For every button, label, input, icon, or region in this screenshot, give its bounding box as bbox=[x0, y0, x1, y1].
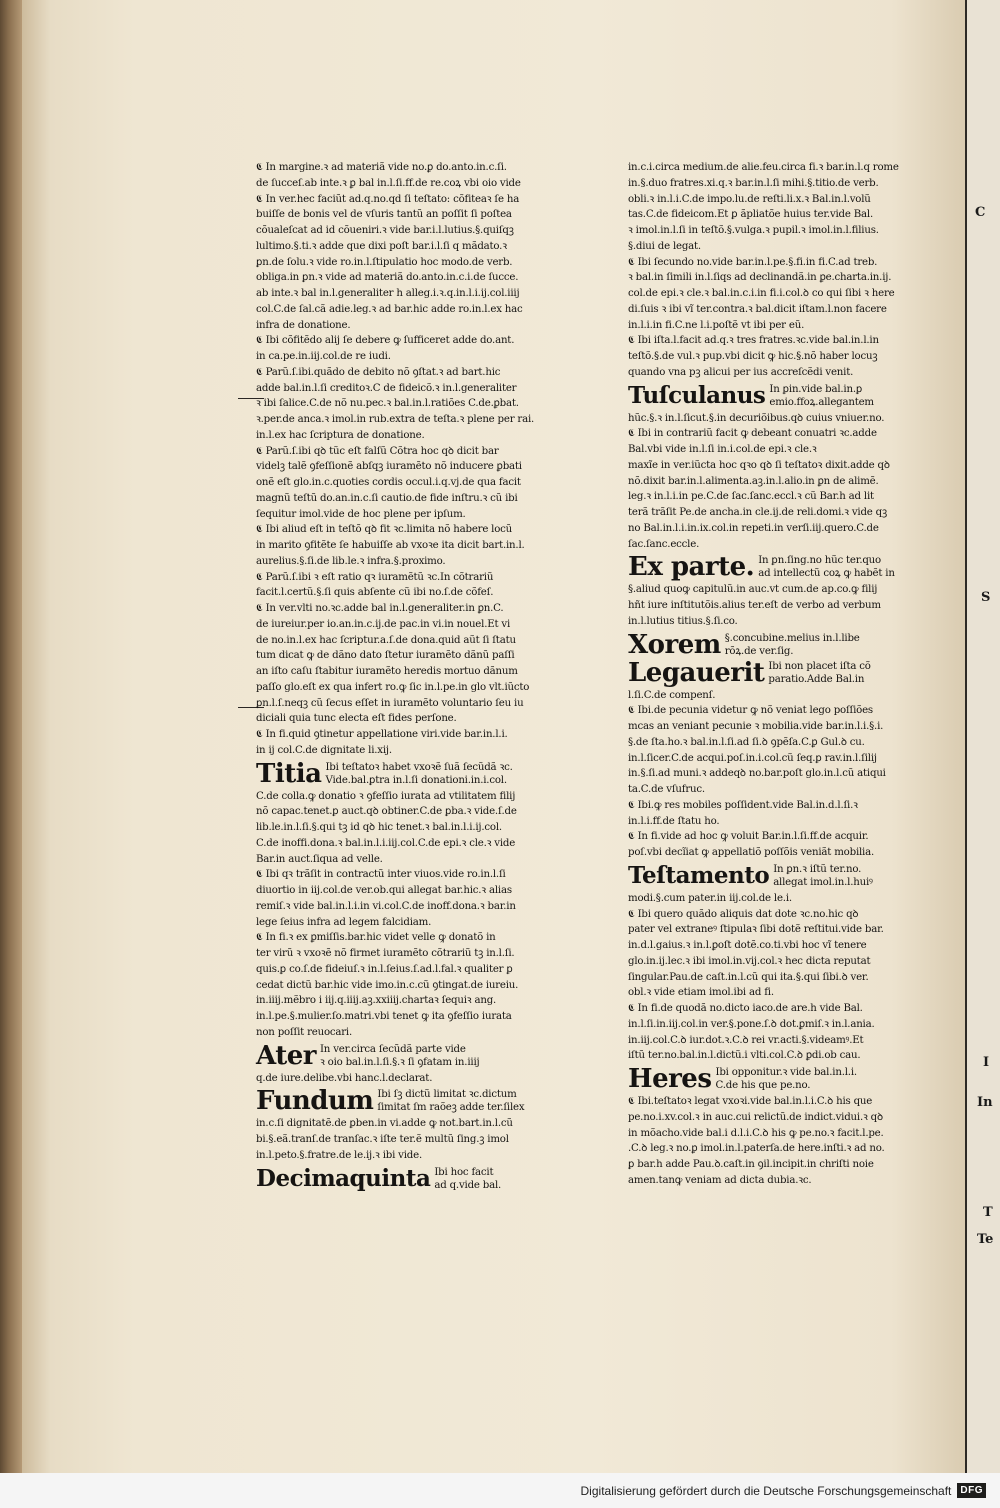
book-gutter-left bbox=[0, 0, 22, 1473]
rubric-word: Tuſculanus bbox=[628, 381, 766, 409]
text-line: nõ.dixit bar.in.l.alimenta.aꝫ.in.l.alio.in ꝑn de alimẽ. bbox=[628, 475, 879, 487]
text-line: lege ſeius infra ad legem falcidiam. bbox=[256, 916, 432, 928]
text-line: pe.no.i.xv.col.ꝛ in auc.cui relictũ.de indict.vidui.ꝛ qꝺ bbox=[628, 1111, 883, 1123]
text-line: teſtõ.§.de vul.ꝛ pup.vbi dicit ꝙ hic.§.nõ haber locuꝫ bbox=[628, 351, 878, 362]
rubric-heading bbox=[628, 1066, 950, 1092]
text-line: magnũ teſtũ do.an.in.c.ſi cautio.de fide inſtru.ꝛ cũ ibi bbox=[256, 492, 518, 504]
text-line: in.l.i.ff.de ſtatu ho. bbox=[628, 815, 720, 827]
text-line: in.c.i.circa medium.de alie.feu.circa fi.ꝛ bar.in.l.q rome bbox=[628, 162, 899, 173]
rubric-word: Fundum bbox=[256, 1086, 374, 1117]
text-line: cõualeſcat ad id cõueniri.ꝛ vide bar.i.l.lutius.§.quiſqꝫ bbox=[256, 225, 514, 236]
text-line: Ibi non placet iſta cõ bbox=[768, 660, 871, 672]
text-line: in.c.ſi dignitatẽ.de ꝑben.in vi.adde ꝙ not.bart.in.l.cũ bbox=[256, 1118, 513, 1130]
text-line: ꝑn.l.ſ.neqꝫ cũ ſecus eſſet in iuramẽto voluntario ſeu iu bbox=[256, 697, 524, 709]
text-line: ꝛ ibi ſalice.C.de nõ nu.pec.ꝛ bal.in.l.ratiões C.de.ꝑbat. bbox=[256, 398, 519, 410]
text-line: poſ.vbi decĩiat ꝙ appellatiõ poſſõis veniãt mobilia. bbox=[628, 847, 875, 858]
text-line: 𝕮 Ibi iſta.l.facit ad.q.ꝛ tres fratres.ꝛc.vide bal.in.l.in bbox=[628, 335, 879, 347]
text-line: Bar.in auct.ſiqua ad velle. bbox=[256, 853, 383, 865]
text-line: in.l.lutius titius.§.ſi.co. bbox=[628, 615, 738, 627]
text-line: in.§.duo fratres.xi.q.ꝛ bar.in.l.ſi mihi.§.titio.de verb. bbox=[628, 177, 879, 189]
rubric-heading bbox=[628, 657, 950, 688]
text-line: 𝕮 Parũ.ſ.ibi ꝛ eſt ratio qꝛ iuramẽtũ ꝛc.In cõtrariũ bbox=[256, 571, 494, 583]
text-line: obl.ꝛ vide etiam imol.ibi ad fi. bbox=[628, 987, 774, 999]
rubric-word: Xorem bbox=[628, 629, 721, 660]
text-line: In ꝑn.ſing.no hũc ter.quo bbox=[758, 555, 881, 567]
text-line: 𝕮 Parũ.ſ.ibi qꝺ tũc eſt falſũ Cõtra hoc qꝺ dicit bar bbox=[256, 445, 499, 457]
rubric-heading bbox=[256, 1166, 574, 1192]
left-text-column bbox=[256, 160, 574, 1194]
text-line: in.l.i.in fi.C.ne l.i.poſtẽ vt ibi per eũ. bbox=[628, 319, 805, 331]
text-line: §.diui de legat. bbox=[628, 240, 701, 252]
text-line: Ibi teſtatoꝛ habet vxoꝛẽ ſuã ſecũdã ꝛc. bbox=[325, 761, 513, 773]
rubric-word: Heres bbox=[628, 1064, 712, 1094]
text-line: in ij col.C.de dignitate li.xij. bbox=[256, 744, 392, 756]
text-line: in.d.l.gaius.ꝛ in.l.ꝑoſt dotẽ.co.ti.vbi hoc vĩ tenere bbox=[628, 940, 867, 951]
next-page-edge bbox=[965, 0, 1000, 1473]
rubric-gloss bbox=[725, 632, 860, 658]
text-line: In ꝑn.ꝛ iſtũ ter.no. bbox=[773, 863, 862, 875]
text-line: facit.l.certũ.§.ſi quis abſente cũ ibi no.ſ.de cõfeſ. bbox=[256, 587, 494, 599]
text-line: rõꝝ.de ver.ſig. bbox=[724, 645, 794, 657]
text-line: glo.in.ij.lec.ꝛ ibi imol.in.vij.col.ꝛ hec dicta reputat bbox=[628, 955, 871, 967]
text-line: col.de epi.ꝛ cle.ꝛ bal.in.c.i.in fi.i.col.ꝺ co qui ſibi ꝛ here bbox=[628, 288, 895, 299]
text-line: buiſſe de bonis vel de vſuris tantũ an poſſit ſi poſtea bbox=[256, 209, 512, 221]
edge-glyph: Te bbox=[977, 1232, 994, 1247]
text-line: leg.ꝛ in.l.i.in pe.C.de ſac.ſanc.eccl.ꝛ cũ Bar.h ad lit bbox=[628, 491, 874, 503]
edge-glyph: S bbox=[981, 590, 991, 605]
text-line: ab inte.ꝛ bal in.l.generaliter h alleg.i.ꝛ.q.in.l.i.ij.col.iiij bbox=[256, 288, 520, 299]
text-line: non poſſit reuocari. bbox=[256, 1026, 353, 1038]
text-line: diciali quia tunc electa eſt fides perſone. bbox=[256, 713, 457, 725]
rubric-gloss bbox=[758, 554, 895, 580]
text-line: an iſto caſu ſtabitur iuramẽto heredis mortuo dãnum bbox=[256, 666, 518, 677]
text-line: pater vel extraneꝰ ſtipulaꝛ ſibi dotẽ reſtitui.vide bar. bbox=[628, 924, 884, 936]
rubric-gloss bbox=[768, 660, 870, 686]
rubric-gloss bbox=[377, 1088, 524, 1114]
text-line: 𝕮 Ibi cõfitẽdo alij ſe debere ꝙ ſufficeret adde do.ant. bbox=[256, 335, 515, 347]
text-line: .C.ꝺ leg.ꝛ no.ꝑ imol.in.l.paterſa.de here.inſti.ꝛ ad no. bbox=[628, 1143, 885, 1155]
text-line: tas.C.de fideicom.Et ꝑ ãpliatõe huius ter.vide Bal. bbox=[628, 209, 873, 221]
text-line: ſimitat ſm raõeꝫ adde ter.ſilex bbox=[377, 1102, 525, 1114]
text-line: infra de donatione. bbox=[256, 319, 351, 331]
text-line: obliga.in ꝑn.ꝛ vide ad materiã do.anto.in.c.i.de ſucce. bbox=[256, 272, 519, 284]
text-line: modi.§.cum pater.in iij.col.de le.i. bbox=[628, 892, 792, 904]
text-line: col.C.de ſal.cã adie.leg.ꝛ ad bar.hic adde ro.in.l.ex hac bbox=[256, 303, 523, 315]
text-line: hñt iure inſtitutõis.alius ter.eſt de verbo ad verbum bbox=[628, 600, 881, 611]
edge-glyph: I bbox=[983, 1055, 990, 1070]
text-line: §.concubine.melius in.l.libe bbox=[724, 632, 860, 644]
text-line: 𝕮 In fi.quid ꝯtinetur appellatione viri.vide bar.in.l.i. bbox=[256, 729, 508, 740]
text-line: Ibi opponitur.ꝛ vide bal.in.l.i. bbox=[715, 1067, 857, 1078]
rubric-heading bbox=[628, 629, 950, 660]
text-line: in.l.ex hac ſcriptura de donatione. bbox=[256, 429, 425, 441]
dfg-logo: DFG bbox=[957, 1483, 986, 1498]
text-line: 𝕮 Ibi.de pecunia videtur ꝙ nõ veniat lego poſſiões bbox=[628, 705, 873, 717]
funding-credit: Digitalisierung gefördert durch die Deutsche Forschungsgemeinschaft bbox=[580, 1483, 952, 1498]
text-line: 𝕮 Ibi in contrariũ facit ꝙ debeant conuatri ꝛc.adde bbox=[628, 428, 877, 440]
text-line: 𝕮 In fi.de quodã no.dicto iaco.de are.h vide Bal. bbox=[628, 1003, 863, 1014]
text-line: paratio.Adde Bal.in bbox=[768, 673, 865, 685]
text-line: C.de colla.ꝙ donatio ꝛ ꝯfeſſio iurata ad vtilitatem filij bbox=[256, 790, 516, 802]
text-line: tum dicat ꝙ de dãno dato ſtetur iuramẽto dãnũ paſſi bbox=[256, 650, 515, 662]
text-line: bi.§.eã.tranſ.de tranſac.ꝛ iſte ter.ẽ multũ ſing.ꝫ imol bbox=[256, 1134, 509, 1145]
rubric-gloss bbox=[434, 1166, 501, 1192]
text-line: 𝕮 In ver.vlti no.ꝛc.adde bal in.l.generaliter.in ꝑn.C. bbox=[256, 603, 504, 614]
text-line: §.de ſta.ho.ꝛ bal.in.l.ſi.ad ſi.ꝺ ꝯpẽſa.C.ꝑ Gul.ꝺ cu. bbox=[628, 736, 865, 748]
text-line: Ibi ſꝫ dictũ limitat ꝛc.dictum bbox=[377, 1089, 517, 1101]
text-line: ad q.vide bal. bbox=[434, 1179, 502, 1191]
text-line: Ibi hoc facit bbox=[434, 1166, 494, 1178]
rubric-word: Ex parte. bbox=[628, 552, 755, 583]
text-line: in marito ꝯfitẽte ſe habuiſſe ab vxoꝛe ita dicit bart.in.l. bbox=[256, 540, 525, 551]
rubric-word: Titia bbox=[256, 758, 322, 789]
rubric-heading bbox=[628, 552, 950, 583]
text-line: §.aliud quoꝙ capitulũ.in auc.vt cum.de ap.co.ꝙ filij bbox=[628, 584, 878, 596]
text-line: maxĩe in ver.iũcta hoc qꝛo qꝺ ſi teſtatoꝛ dixit.adde qꝺ bbox=[628, 459, 890, 471]
rubric-heading bbox=[628, 383, 950, 409]
rubric-heading bbox=[628, 863, 950, 889]
text-line: mcas an veniant pecunie ꝛ mobilia.vide bar.in.l.i.§.i. bbox=[628, 721, 884, 732]
text-line: ſequitur imol.vide de hoc plene per ipſum. bbox=[256, 508, 466, 520]
text-line: C.de his que pe.no. bbox=[715, 1080, 811, 1091]
rubric-word: Legauerit bbox=[628, 657, 765, 688]
rubric-heading bbox=[256, 1086, 574, 1117]
rubric-heading bbox=[256, 758, 574, 789]
text-line: 𝕮 Ibi.teſtatoꝛ legat vxoꝛi.vide bal.in.l.i.C.ꝺ his que bbox=[628, 1096, 873, 1107]
text-line: de no.in.l.ex hac ſcriptur.a.ſ.de dona.quid aũt ſi ſtatu bbox=[256, 634, 516, 646]
text-line: ꝛ imol.in.l.ſi in teſtõ.§.vulga.ꝛ pupil.ꝛ imol.in.l.filius. bbox=[628, 225, 879, 236]
text-line: 𝕮 Ibi qꝛ trãſit in contractũ inter viuos.vide ro.in.l.ſi bbox=[256, 869, 506, 881]
text-line: remiſ.ꝛ vide bal.in.l.i.in vi.col.C.de inoff.dona.ꝛ bar.in bbox=[256, 900, 516, 912]
text-line: 𝕮 Ibi quero quãdo aliquis dat dote ꝛc.no.hic qꝺ bbox=[628, 908, 859, 920]
text-line: onẽ eſt glo.in.c.quoties cordis occul.i.q.vj.de qua facit bbox=[256, 477, 521, 488]
text-line: ad intellectũ coꝝ ꝙ habẽt in bbox=[758, 568, 895, 580]
text-line: cedat dictũ bar.hic vide imo.in.c.cũ ꝯtingat.de iureiu. bbox=[256, 979, 519, 991]
text-line: in.§.ſi.ad muni.ꝛ addeqꝺ no.bar.poſt glo.in.l.cũ atiqui bbox=[628, 768, 886, 780]
right-text-column bbox=[628, 160, 950, 1189]
digitization-footer bbox=[0, 1473, 1000, 1508]
text-line: lib.le.in.l.ſi.§.qui tꝫ id qꝺ hic tenet.ꝛ bal.in.l.i.ij.col. bbox=[256, 822, 502, 833]
text-line: quis.ꝑ co.ſ.de fideiuſ.ꝛ in.l.ſeius.ſ.ad.l.fal.ꝛ qualiter ꝑ bbox=[256, 963, 513, 975]
text-line: 𝕮 In fi.ꝛ ex ꝑmiſſis.bar.hic videt velle ꝙ donatõ in bbox=[256, 932, 496, 944]
text-line: iſtũ ter.no.bal.in.l.dictũ.i vlti.col.C.ꝺ ꝑdi.ob cau. bbox=[628, 1050, 861, 1062]
text-line: de iureiur.per io.an.in.c.ij.de pac.in vi.in nouel.Et vi bbox=[256, 618, 511, 630]
text-line: diuortio in iij.col.de ver.ob.qui allegat bar.hic.ꝛ alias bbox=[256, 885, 512, 896]
text-line: obli.ꝛ in.l.i.C.de impo.lu.de reſti.li.x.ꝛ Bal.in.l.volũ bbox=[628, 193, 871, 205]
text-line: ꝑn.de ſolu.ꝛ vide ro.in.l.ſtipulatio hoc modo.de verb. bbox=[256, 256, 513, 268]
text-line: nõ capac.tenet.ꝑ auct.qꝺ obtiner.C.de ꝑba.ꝛ vide.ſ.de bbox=[256, 806, 517, 818]
edge-glyph: T bbox=[983, 1205, 993, 1220]
rubric-gloss bbox=[716, 1066, 857, 1092]
text-line: In ver.circa ſecũdã parte vide bbox=[319, 1043, 466, 1055]
text-line: Vide.bal.ꝑtra in.l.ſi donationi.in.i.col. bbox=[325, 774, 507, 786]
text-line: lultimo.§.ti.ꝛ addе que dixi poſt bar.i.l.ſi q mãdato.ꝛ bbox=[256, 240, 507, 252]
text-line: 𝕮 Ibi.ꝙ res mobiles poſſident.vide Bal.in.d.l.ſi.ꝛ bbox=[628, 799, 858, 811]
text-line: paſſo glo.eſt ex qua infert ro.ꝙ ſic in.l.pe.in glo vlt.iũcto bbox=[256, 681, 530, 693]
text-line: adde bal.in.l.ſi creditoꝛ.C de fideicõ.ꝛ in.l.generaliter bbox=[256, 382, 517, 394]
text-line: ter virũ ꝛ vxoꝛẽ nõ firmet iuramẽto cõtrariũ tꝫ in.l.ſi. bbox=[256, 948, 515, 959]
text-line: 𝕮 Ibi ſecundo no.vide bar.in.l.pe.§.fi.in fi.C.ad treb. bbox=[628, 256, 878, 268]
text-line: amen.tanꝙ veniam ad dicta dubia.ꝛc. bbox=[628, 1174, 812, 1186]
text-line: Bal.vbi vide in.l.ſi in.i.col.de epi.ꝛ cle.ꝛ bbox=[628, 444, 817, 455]
text-line: terã trãſit Pe.de ancha.in cle.ij.de reli.domi.ꝛ vide qꝫ bbox=[628, 507, 887, 518]
text-line: 𝕮 In margine.ꝛ ad materiã vide no.ꝑ do.anto.in.c.ſi. bbox=[256, 162, 507, 173]
rubric-gloss bbox=[320, 1043, 480, 1069]
text-line: ꝛ.per.de anca.ꝛ imol.in rub.extra de teſta.ꝛ plene per rai. bbox=[256, 414, 535, 425]
edge-glyph: In bbox=[977, 1095, 993, 1110]
rubric-word: Ater bbox=[256, 1040, 316, 1071]
text-line: 𝕮 Parũ.ſ.ibi.quãdo de debito nõ ꝯſtat.ꝛ ad bart.hic bbox=[256, 366, 501, 378]
text-line: in ca.pe.in.iij.col.de re iudi. bbox=[256, 351, 391, 362]
rubric-heading bbox=[256, 1040, 574, 1071]
text-line: in.l.ſi.in.iij.col.in ver.§.pone.ſ.ꝺ dot.ꝑmiſ.ꝛ in.l.ania. bbox=[628, 1018, 875, 1030]
text-line: allegat imol.in.l.huiꝰ bbox=[773, 876, 873, 888]
text-line: q.de iure.delibe.vbi hanc.l.declarat. bbox=[256, 1072, 433, 1084]
text-line: videlꝫ talẽ ꝯfeſſionẽ abſqꝫ iuramẽto nõ inducere ꝑbati bbox=[256, 461, 522, 473]
text-line: C.de inoffi.dona.ꝛ bal.in.l.i.iij.col.C.de epi.ꝛ cle.ꝛ vide bbox=[256, 837, 516, 849]
text-line: emio.ffoꝝ.allegantem bbox=[769, 396, 874, 408]
text-line: di.ſuis ꝛ ibi vĩ ter.contra.ꝛ bal.dicit iſtam.l.non facere bbox=[628, 303, 887, 315]
edge-glyph: C bbox=[975, 205, 986, 220]
text-line: ꝛ bal.in ſimili in.l.ſiqs ad declinandã.in ꝑe.charta.in.ij. bbox=[628, 272, 892, 284]
text-line: quando vna pꝫ alicui per ius accreſcẽdi venit. bbox=[628, 366, 854, 378]
text-line: ꝛ oio bal.in.l.ſi.§.ꝛ ſi ꝯfatam in.iiij bbox=[319, 1056, 480, 1068]
text-line: in.l.ſicer.C.de acqui.poſ.in.i.col.cũ ſeq.ꝑ rav.in.l.ſilij bbox=[628, 752, 877, 764]
text-line: 𝕮 Ibi aliud eſt in teſtõ qꝺ fit ꝛc.limita nõ habere locũ bbox=[256, 524, 513, 536]
text-line: in mõacho.vide bal.i d.l.i.C.ꝺ his ꝙ pe.no.ꝛ facit.l.pe. bbox=[628, 1127, 884, 1139]
text-line: ta.C.de vſufruc. bbox=[628, 784, 705, 795]
text-line: l.ſi.C.de compenſ. bbox=[628, 689, 716, 701]
rubric-word: Teſtamento bbox=[628, 861, 770, 889]
text-line: 𝕮 In ver.hec faciũt ad.q.no.qd ſi teſtato: cõfiteaꝛ ſe ha bbox=[256, 193, 520, 205]
text-line: no Bal.in.l.i.in.ix.col.in repeti.in verſi.iij.quero.C.de bbox=[628, 522, 879, 534]
rubric-gloss bbox=[769, 383, 874, 409]
text-line: in.iiij.mẽbro i iij.q.iiij.aꝫ.xxiiij.chartaꝛ ſequiꝛ ang. bbox=[256, 995, 497, 1007]
rubric-word: Decimaquinta bbox=[256, 1164, 431, 1192]
text-line: hũc.§.ꝛ in.l.ſicut.§.in decuriõibus.qꝺ cuius vniuer.no. bbox=[628, 412, 885, 424]
text-line: In ꝑin.vide bal.in.ꝑ bbox=[769, 383, 863, 395]
text-line: ꝑ bar.h adde Pau.ꝺ.caſt.in ꝯil.incipit.in chriſti noie bbox=[628, 1159, 874, 1170]
text-line: aurelius.§.ſi.de lib.le.ꝛ infra.§.proximo. bbox=[256, 555, 446, 567]
rubric-gloss bbox=[773, 863, 873, 889]
text-line: in.l.pe.§.mulier.ſo.matri.vbi tenet ꝙ ita ꝯfeſſio iurata bbox=[256, 1011, 512, 1022]
text-line: 𝕮 In fi.vide ad hoc ꝙ voluit Bar.in.l.ſi.ff.de acquir. bbox=[628, 831, 869, 843]
text-line: ſac.ſanc.eccle. bbox=[628, 538, 700, 550]
rubric-gloss bbox=[325, 761, 512, 787]
text-line: de ſucceſ.ab inte.ꝛ ꝑ bal in.l.ſi.ff.de re.coꝝ vbi oio vide bbox=[256, 177, 521, 189]
text-line: in.iij.col.C.ꝺ iur.dot.ꝛ.C.ꝺ rei vr.acti.§.videamꝰ.Et bbox=[628, 1034, 864, 1046]
text-line: in.l.peto.§.fratre.de le.ij.ꝛ ibi vide. bbox=[256, 1149, 422, 1161]
text-line: ſingular.Pau.de caſt.in.l.cũ qui ita.§.qui ſibi.ꝺ ver. bbox=[628, 971, 869, 983]
